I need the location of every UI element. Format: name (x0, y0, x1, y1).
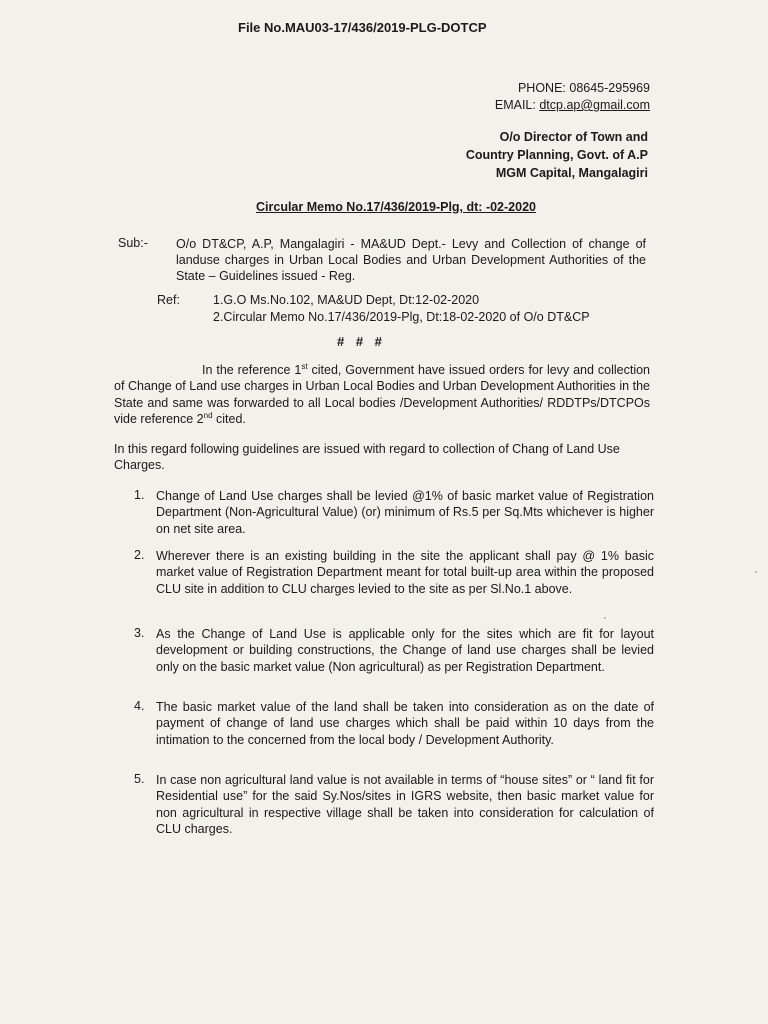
intro-text-3: cited. (212, 411, 246, 426)
guideline-number: 1. (134, 488, 145, 502)
file-number: File No.MAU03-17/436/2019-PLG-DOTCP (238, 20, 487, 35)
reference-item-2: 2.Circular Memo No.17/436/2019-Plg, Dt:18-02-2020 of O/o DT&CP (213, 310, 590, 324)
phone-number: PHONE: 08645-295969 (517, 81, 650, 95)
intro-text-1: In the reference 1 (202, 363, 302, 377)
email-link[interactable]: dtcp.ap@gmail.com (539, 98, 650, 112)
subject-label: Sub:- (118, 236, 148, 250)
guideline-text: Wherever there is an existing building in the site the applicant shall pay @ 1% basic market value of Registration Department meant for total built-up area within the proposed CLU site in addition to CLU charges levied to the site as per Sl.No.1 above. (156, 549, 654, 596)
intro-text-2: cited, Government have issued orders for levy and collection of Change of Land use charges in Urban Local Bodies and Urban Development Authorities in the State and same was forwarded to all Local bodies /Development Authorities/ RDDTPs/DTCPOs vide reference 2 (114, 363, 650, 426)
guideline-number: 4. (134, 699, 145, 713)
office-line-3: MGM Capital, Mangalagiri (495, 166, 648, 180)
office-line-2: Country Planning, Govt. of A.P (465, 148, 648, 162)
guideline-text: In case non agricultural land value is not available in terms of “house sites” or “ land fit for Residential use” for the said Sy.Nos/sites in IGRS website, then basic market value for non agricultural in respective village shall be taken into consideration for calculation of CLU charges. (156, 773, 654, 836)
section-separator: # # # (337, 334, 386, 349)
superscript-st: st (301, 361, 308, 371)
guidelines-intro: In this regard following guidelines are issued with regard to collection of Chang of Land Use Charges. (114, 442, 620, 473)
guideline-text: As the Change of Land Use is applicable only for the sites which are fit for layout development or building constructions, the Change of land use charges shall be levied only on the basic market value (Non agricultural) as per Registration Department. (156, 627, 654, 674)
guideline-number: 2. (134, 548, 145, 562)
office-line-1: O/o Director of Town and (499, 130, 648, 144)
email-label: EMAIL: (494, 98, 540, 112)
guideline-text: Change of Land Use charges shall be levied @1% of basic market value of Registration Department (Non-Agricultural Value) (or) minimum of Rs.5 per Sq.Mts whichever is higher on net site area. (156, 489, 654, 536)
guideline-text: The basic market value of the land shall be taken into consideration as on the date of payment of change of land use charges which shall be paid within 10 days from the intimation to the concerned from the local body / Development Authority. (156, 700, 654, 747)
intro-paragraph (114, 362, 650, 427)
memo-title: Circular Memo No.17/436/2019-Plg, dt: -02-2020 (256, 200, 536, 214)
reference-label: Ref: (157, 293, 180, 307)
reference-item-1: 1.G.O Ms.No.102, MA&UD Dept, Dt:12-02-2020 (213, 293, 480, 307)
guideline-number: 5. (134, 772, 145, 786)
margin-mark: · (603, 612, 607, 624)
subject-text: O/o DT&CP, A.P, Mangalagiri - MA&UD Dept.- Levy and Collection of change of landuse charges in Urban Local Bodies and Urban Development Authorities of the State – Guidelines issued - Reg. (176, 237, 646, 283)
email-line (495, 98, 650, 112)
superscript-nd: nd (203, 410, 213, 420)
guideline-number: 3. (134, 626, 145, 640)
margin-mark: · (754, 566, 758, 578)
